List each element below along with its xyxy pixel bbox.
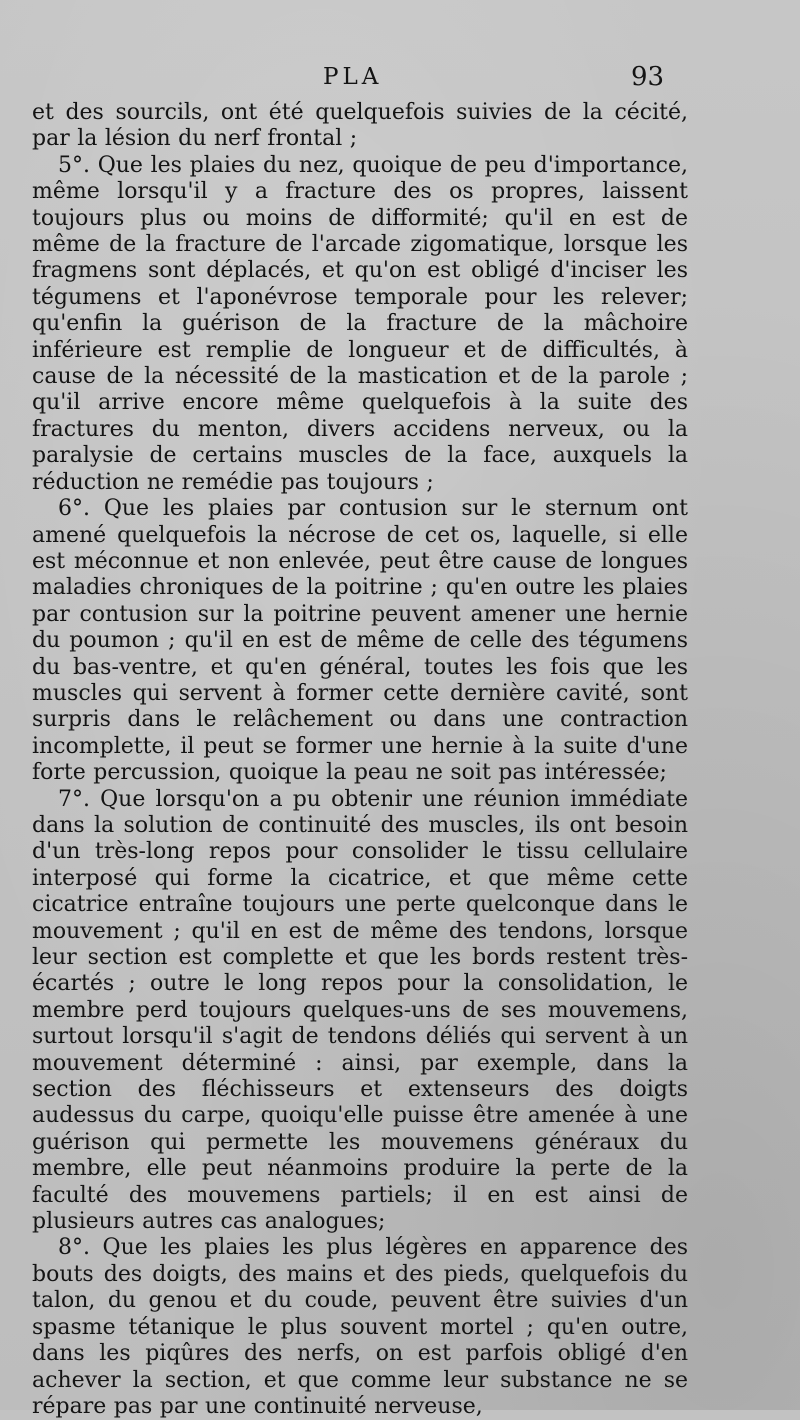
body-text <box>32 100 688 1420</box>
running-head: PLA <box>323 64 383 90</box>
paragraph-item-6: 6°. Que les plaies par contusion sur le sternum ont amené quelquefois la nécrose de cet os, laquelle, si elle est méconnue et non enlevée, peut être cause de longues maladies chroniques de la poitrine ; qu'en outre les plaies par contusion sur la poitrine peuvent amener une hernie du poumon ; qu'il en est de même de celle des tégumens du bas-ventre, et qu'en général, toutes les fois que les muscles qui servent à former cette dernière cavité, sont surpris dans le relâchement ou dans une contraction incomplette, il peut se former une hernie à la suite d'une forte percussion, quoique la peau ne soit pas intéressée; <box>32 496 688 786</box>
paragraph-item-5: 5°. Que les plaies du nez, quoique de peu d'importance, même lorsqu'il y a fracture des os propres, laissent toujours plus ou moins de difformité; qu'il en est de même de la fracture de l'arcade zigomatique, lorsque les fragmens sont déplacés, et qu'on est obligé d'inciser les tégumens et l'aponévrose temporale pour les relever; qu'enfin la guérison de la fracture de la mâchoire inférieure est remplie de longueur et de difficultés, à cause de la nécessité de la mastication et de la parole ; qu'il arrive encore même quelquefois à la suite des fractures du menton, divers accidens nerveux, ou la paralysie de certains muscles de la face, auxquels la réduction ne remédie pas toujours ; <box>32 152 688 495</box>
paragraph-item-8: 8°. Que les plaies les plus légères en apparence des bouts des doigts, des mains et des pieds, quelquefois du talon, du genou et du coude, peuvent être suivies d'un spasme tétanique le plus souvent mortel ; qu'en outre, dans les piqûres des nerfs, on est parfois obligé d'en achever la section, et que comme leur substance ne se répare pas par une continuité nerveuse, <box>32 1235 688 1419</box>
paragraph-continuation: et des sourcils, ont été quelquefois suivies de la cécité, par la lésion du nerf frontal ; <box>32 100 688 152</box>
page-number: 93 <box>631 62 665 92</box>
paragraph-item-7: 7°. Que lorsqu'on a pu obtenir une réunion immédiate dans la solution de continuité des muscles, ils ont besoin d'un très-long repos pour consolider le tissu cellulaire interposé qui forme la cicatrice, et que même cette cicatrice entraîne toujours une perte quelconque dans le mouvement ; qu'il en est de même des tendons, lorsque leur section est complette et que les bords restent très-écartés ; outre le long repos pour la consolidation, le membre perd toujours quelques-uns de ses mouvemens, surtout lorsqu'il s'agit de tendons déliés qui servent à un mouvement déterminé : ainsi, par exemple, dans la section des fléchisseurs et extenseurs des doigts audessus du carpe, quoiqu'elle puisse être amenée à une guérison qui permette les mouvemens généraux du membre, elle peut néanmoins produire la perte de la faculté des mouvemens partiels; il en est ainsi de plusieurs autres cas analogues; <box>32 786 688 1235</box>
page-header <box>0 60 800 94</box>
